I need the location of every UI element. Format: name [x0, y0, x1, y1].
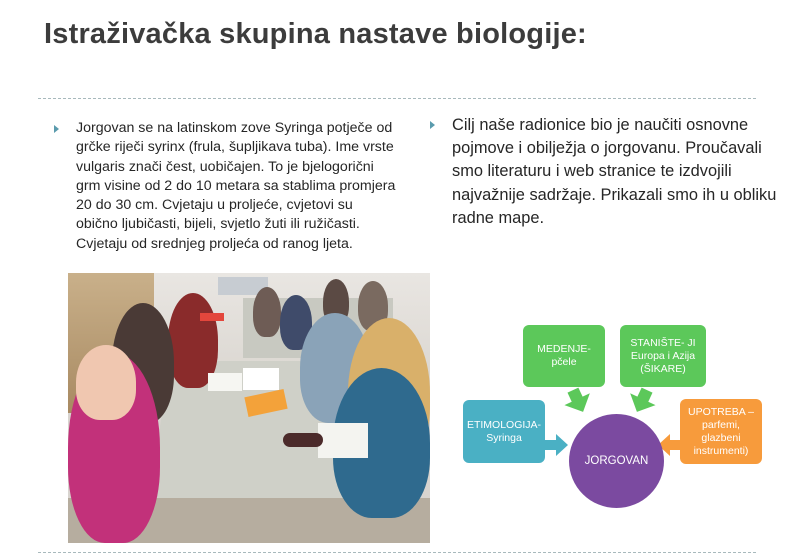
node-staniste: STANIŠTE- JI Europa i Azija (ŠIKARE) — [620, 325, 706, 387]
right-paragraph: Cilj naše radionice bio je naučiti osnovne pojmove i obilježja o jorgovanu. Proučavali smo literaturu i web stranice te izdvojili najvažnije sadržaje. Prikazali smo ih u obliku radne mape. — [452, 116, 777, 227]
node-medenje: MEDENJE- pčele — [523, 325, 605, 387]
bottom-divider — [38, 552, 756, 553]
left-paragraph: Jorgovan se na latinskom zove Syringa potječe od grčke riječi syrinx (frula, šupljikava tuba). Ime vrste vulgaris znači čest, uobičajen. To je bjelogorični grm visine od 2 do 10 metara sa stablima promjera 20 do 30 cm. Cvjetaju u proljeće, cvjetovi su obično ljubičasti, bijeli, svjetlo žuti ili ružičasti. Cvjetaju od srednjeg proljeća od ranog ljeta. — [76, 120, 396, 252]
node-etimologija: ETIMOLOGIJA- Syringa — [463, 400, 545, 463]
arrow-down-right-icon — [560, 385, 596, 418]
arrow-down-left-icon — [624, 385, 660, 418]
slide-title: Istraživačka skupina nastave biologije: — [44, 18, 587, 50]
bullet-triangle-icon — [430, 121, 435, 129]
node-jorgovan-center: JORGOVAN — [569, 414, 664, 508]
classroom-photo — [68, 273, 430, 543]
node-upotreba: UPOTREBA – parfemi, glazbeni instrumenti) — [680, 399, 762, 464]
bullet-triangle-icon — [54, 125, 59, 133]
top-divider — [38, 98, 756, 99]
